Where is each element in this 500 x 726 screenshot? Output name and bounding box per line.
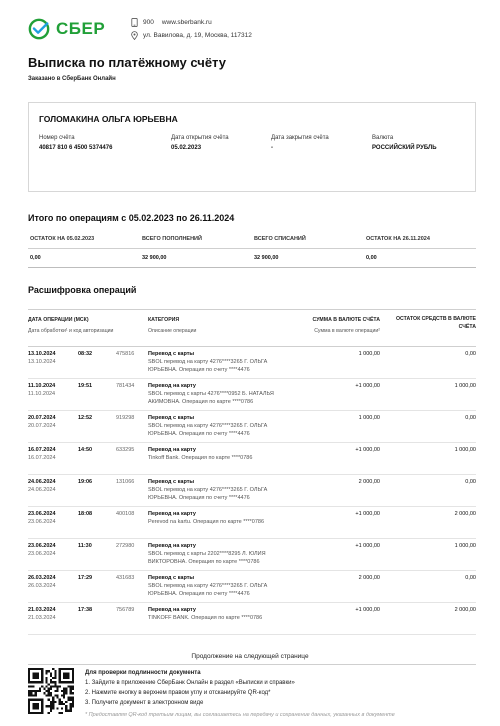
operation-date: 23.06.2024: [28, 543, 56, 549]
operation-description: SBOL перевод на карту 4276****3265 Г. ОЛЬГА ЮРЬЕВНА. Операция по счету ****4476: [148, 423, 268, 437]
operation-amount: 2 000,00: [358, 479, 380, 485]
operation-amount: +1 000,00: [355, 607, 380, 613]
operation-category: Перевод с карты: [148, 479, 195, 485]
operation-category: Перевод на карту: [148, 383, 196, 389]
open-date-label: Дата открытия счёта: [171, 135, 229, 141]
col-date-subheader: Дата обработки¹ и код авторизации: [28, 328, 114, 334]
phone-icon: [130, 18, 139, 27]
processing-date: 26.03.2024: [28, 583, 56, 589]
operation-amount: 1 000,00: [358, 415, 380, 421]
processing-date: 16.07.2024: [28, 455, 56, 461]
operation-date: 21.03.2024: [28, 607, 56, 613]
operations-header: [28, 309, 476, 347]
authorization-code: 431683: [116, 575, 135, 581]
operation-time: 17:29: [78, 575, 93, 581]
client-info-box: [28, 102, 476, 192]
table-row: [28, 539, 476, 571]
col-amount-subheader: Сумма в валюте операции²: [314, 328, 380, 334]
col-category-header: КАТЕГОРИЯ: [148, 317, 180, 323]
table-row: [28, 507, 476, 539]
currency-label: Валюта: [372, 135, 394, 141]
open-date-field: [171, 135, 229, 151]
authorization-code: 400108: [116, 511, 135, 517]
authorization-code: 919298: [116, 415, 135, 421]
operation-time: 19:51: [78, 383, 93, 389]
verification-title: Для проверки подлинности документа: [85, 670, 201, 676]
summary-header-closing-balance: ОСТАТОК НА 26.11.2024: [366, 236, 430, 242]
processing-date: 20.07.2024: [28, 423, 56, 429]
table-row: [28, 411, 476, 443]
processing-date: 23.06.2024: [28, 519, 56, 525]
table-row: [28, 379, 476, 411]
currency-value: РОССИЙСКИЙ РУБЛЬ: [372, 145, 437, 151]
operation-date: 23.06.2024: [28, 511, 56, 517]
bank-website: www.sberbank.ru: [161, 19, 212, 26]
operation-description: Perevod na kartu. Операция по карте ****0786: [148, 519, 265, 525]
table-row: [28, 443, 476, 475]
operation-description: TINKOFF BANK. Операция по карте ****0786: [148, 615, 263, 621]
operation-category: Перевод с карты: [148, 351, 195, 357]
operation-category: Перевод на карту: [148, 447, 196, 453]
processing-date: 23.06.2024: [28, 551, 56, 557]
operation-amount: +1 000,00: [355, 543, 380, 549]
summary-header-total-withdrawals: ВСЕГО СПИСАНИЙ: [254, 236, 306, 242]
operation-balance: 0,00: [465, 479, 476, 485]
table-row: [28, 475, 476, 507]
operation-category: Перевод с карты: [148, 415, 195, 421]
operation-balance: 0,00: [465, 415, 476, 421]
bank-address: ул. Вавилова, д. 19, Москва, 117312: [143, 32, 252, 39]
col-date-header: ДАТА ОПЕРАЦИИ (МСК): [28, 317, 89, 323]
operation-category: Перевод на карту: [148, 607, 196, 613]
operation-description: SBOL перевод с карты 4276****0952 Б. НАТАЛЬЯ АКИМОВНА. Операция по карте ****0786: [148, 391, 274, 405]
close-date-label: Дата закрытия счёта: [271, 135, 329, 141]
authorization-code: 756789: [116, 607, 135, 613]
location-pin-icon: [130, 31, 139, 40]
summary-table: [28, 230, 476, 268]
operation-amount: +1 000,00: [355, 447, 380, 453]
continued-note: Продолжение на следующей странице: [191, 653, 309, 660]
table-row: [28, 571, 476, 603]
operations-table: [28, 309, 476, 635]
sber-logo: [28, 18, 105, 40]
operation-date: 20.07.2024: [28, 415, 56, 421]
table-row: [28, 603, 476, 635]
operation-time: 19:06: [78, 479, 93, 485]
operation-date: 16.07.2024: [28, 447, 56, 453]
authorization-code: 633295: [116, 447, 135, 453]
authorization-code: 781434: [116, 383, 135, 389]
qr-footnote: * Предоставляя QR-код третьим лицам, вы соглашаетесь на передачу и сохранение данных, указанных в документе: [85, 712, 395, 718]
processing-date: 21.03.2024: [28, 615, 56, 621]
operation-time: 11:30: [78, 543, 92, 549]
authorization-code: 475816: [116, 351, 135, 357]
operation-date: 11.10.2024: [28, 383, 56, 389]
summary-title: Итого по операциям с 05.02.2023 по 26.11.2024: [28, 213, 235, 223]
col-amount-header: СУММА В ВАЛЮТЕ СЧЁТА: [312, 317, 380, 323]
operation-time: 18:08: [78, 511, 93, 517]
operation-time: 12:52: [78, 415, 93, 421]
authorization-code: 131066: [116, 479, 135, 485]
document-subtitle: Заказано в СберБанк Онлайн: [28, 76, 116, 82]
processing-date: 24.06.2024: [28, 487, 56, 493]
operation-category: Перевод на карту: [148, 511, 196, 517]
open-date-value: 05.02.2023: [171, 145, 202, 151]
operation-amount: +1 000,00: [355, 383, 380, 389]
verification-step: 3. Получите документ в электронном виде: [85, 700, 204, 706]
operation-description: SBOL перевод с карты 2202****8295 Л. ЮЛИЯ ВИКТОРОВНА. Операция по карте ****0786: [148, 551, 266, 565]
currency-field: [372, 135, 437, 151]
account-number-field: [39, 135, 112, 151]
account-number-value: 40817 810 6 4500 5374476: [39, 145, 113, 151]
sber-logo-icon: [28, 18, 50, 40]
verification-step: 2. Нажмите кнопку в верхнем правом углу и отсканируйте QR-код*: [85, 690, 271, 696]
table-row: [28, 347, 476, 379]
summary-header-opening-balance: ОСТАТОК НА 05.02.2023: [30, 236, 95, 242]
summary-header-row: [28, 230, 476, 249]
operation-balance: 1 000,00: [454, 447, 476, 453]
document-title: Выписка по платёжному счёту: [28, 55, 226, 70]
operation-date: 13.10.2024: [28, 351, 56, 357]
account-number-label: Номер счёта: [39, 135, 75, 141]
footer-divider: [28, 664, 476, 665]
operation-balance: 1 000,00: [454, 383, 476, 389]
client-name: ГОЛОМАКИНА ОЛЬГА ЮРЬЕВНА: [39, 114, 178, 124]
verification-qr-code: [28, 668, 74, 714]
summary-header-total-deposits: ВСЕГО ПОПОЛНЕНИЙ: [142, 236, 202, 242]
operation-balance: 0,00: [465, 575, 476, 581]
summary-closing-balance: 0,00: [366, 255, 377, 261]
operation-description: SBOL перевод на карту 4276****3265 Г. ОЛЬГА ЮРЬЕВНА. Операция по счету ****4476: [148, 359, 268, 373]
col-balance-header: ОСТАТОК СРЕДСТВ В ВАЛЮТЕ СЧЁТА: [396, 316, 476, 330]
processing-date: 11.10.2024: [28, 391, 56, 397]
summary-total-deposits: 32 900,00: [142, 255, 167, 261]
operation-balance: 2 000,00: [454, 511, 476, 517]
operation-description: Tinkoff Bank. Операция по карте ****0786: [148, 455, 253, 461]
operation-amount: 2 000,00: [358, 575, 380, 581]
authorization-code: 272980: [116, 543, 135, 549]
summary-opening-balance: 0,00: [30, 255, 41, 261]
operation-date: 26.03.2024: [28, 575, 56, 581]
verification-instructions: [85, 668, 295, 708]
processing-date: 13.10.2024: [28, 359, 56, 365]
summary-total-withdrawals: 32 900,00: [254, 255, 279, 261]
verification-step: 1. Зайдите в приложение СберБанк Онлайн в раздел «Выписки и справки»: [85, 680, 295, 686]
operation-time: 14:50: [78, 447, 93, 453]
operation-balance: 2 000,00: [454, 607, 476, 613]
operations-title: Расшифровка операций: [28, 285, 137, 295]
close-date-value: -: [271, 145, 273, 151]
operation-amount: +1 000,00: [355, 511, 380, 517]
logo-text: СБЕР: [56, 19, 106, 38]
operation-time: 08:32: [78, 351, 93, 357]
bank-contacts: [130, 16, 252, 42]
close-date-field: [271, 135, 329, 151]
bank-phone: 900: [143, 19, 154, 26]
operation-category: Перевод с карты: [148, 575, 195, 581]
operation-time: 17:38: [78, 607, 93, 613]
operation-category: Перевод на карту: [148, 543, 196, 549]
operation-description: SBOL перевод на карту 4276****3265 Г. ОЛЬГА ЮРЬЕВНА. Операция по счету ****4476: [148, 583, 268, 597]
col-category-subheader: Описание операции: [148, 328, 197, 334]
summary-values-row: [28, 249, 476, 268]
document-header: [28, 16, 478, 46]
operation-balance: 1 000,00: [454, 543, 476, 549]
operation-amount: 1 000,00: [358, 351, 380, 357]
operation-description: SBOL перевод на карту 4276****3265 Г. ОЛЬГА ЮРЬЕВНА. Операция по счету ****4476: [148, 487, 268, 501]
operations-rows: [28, 347, 476, 635]
operation-date: 24.06.2024: [28, 479, 56, 485]
operation-balance: 0,00: [465, 351, 476, 357]
